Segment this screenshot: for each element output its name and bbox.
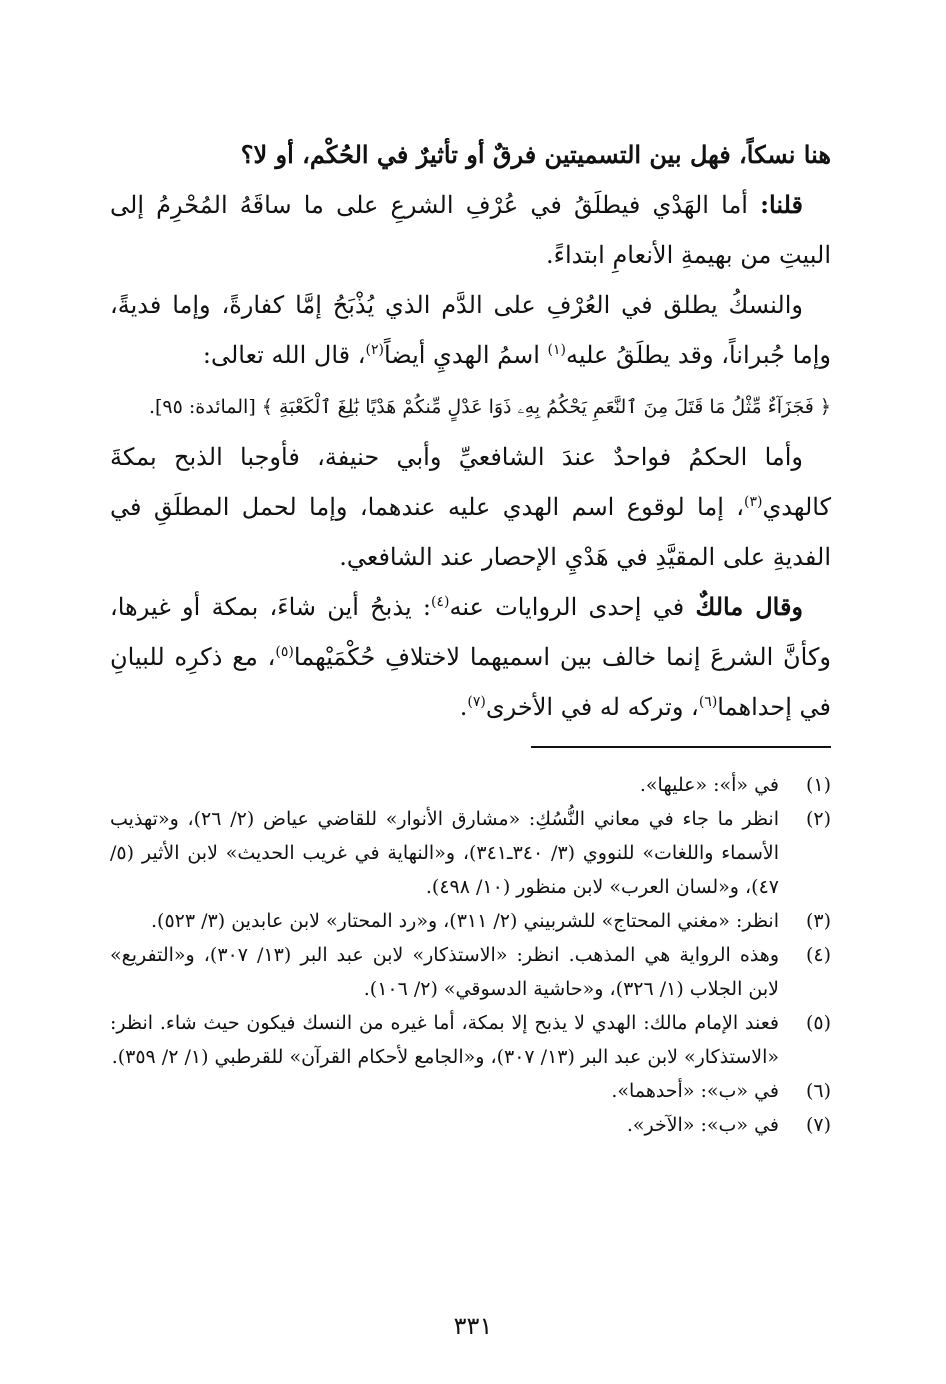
quran-verse-text: ﴿ فَجَزَآءٌ مِّثْلُ مَا قَتَلَ مِنَ ٱلنَّعَمِ يَحْكُمُ بِهِۦ ذَوَا عَدْلٍ مِّنكُمْ هَدْيًا بَٰلِغَ ٱلْكَعْبَةِ ﴾	[261, 396, 831, 418]
paragraph-5-text-c: ، مع ذكرِه للبيانِ في إحداهما	[110, 643, 831, 721]
footnote-text: في «ب»: «أحدهما».	[611, 1080, 779, 1102]
paragraph-5-text-e: .	[459, 693, 468, 721]
footnote-ref-3[interactable]: (٣)	[744, 494, 763, 510]
footnote-number: (٣)	[805, 910, 831, 932]
footnote-number: (٦)	[805, 1080, 831, 1102]
main-text	[110, 130, 831, 732]
paragraph-5-text-b: : يذبحُ أين شاءَ، بمكة أو غيرها، وكأنَّ الشرعَ إنما خالف بين اسميهما لاختلافِ حُكْمَيْهما	[110, 593, 832, 671]
footnote-item	[110, 1006, 831, 1074]
footnote-ref-2[interactable]: (٢)	[365, 342, 384, 358]
paragraph-3-text-b: اسمُ الهديِ أيضاً	[383, 341, 548, 369]
paragraph-2-lead: قلنا:	[760, 190, 804, 219]
paragraph-3-text-a: والنسكُ يطلق في العُرْفِ على الدَّم الذي يُذْبَحُ إمَّا كفارةً، وإما فديةً، وإما جُبراناً، وقد يطلَقُ عليه	[110, 291, 831, 369]
footnote-item	[110, 904, 831, 938]
paragraph-1-text: هنا نسكاً، فهل بين التسميتين فرقٌ أو تأثيرٌ في الحُكْم، أو لا؟	[240, 140, 831, 169]
paragraph-5-text-a: في إحدى الروايات عنه	[449, 593, 696, 621]
paragraph-1	[110, 130, 831, 180]
footnote-text: وهذه الرواية هي المذهب. انظر: «الاستذكار» لابن عبد البر (١٣/ ٣٠٧)، و«التفريع» لابن الجلاب (١/ ٣٢٦)، و«حاشية الدسوقي» (٢/ ١٠٦).	[110, 944, 779, 1000]
quran-reference: [المائدة: ٩٥].	[148, 396, 262, 418]
paragraph-5-lead: وقال مالكٌ	[695, 592, 803, 621]
footnote-number: (٧)	[805, 1114, 831, 1136]
footnote-ref-6[interactable]: (٦)	[698, 694, 718, 710]
footnote-ref-4[interactable]: (٤)	[431, 594, 450, 610]
footnote-ref-5[interactable]: (٥)	[275, 644, 294, 660]
footnote-divider	[531, 746, 831, 748]
footnote-item	[110, 802, 831, 904]
footnote-text: انظر ما جاء في معاني النُّسُكِ: «مشارق الأنوار» للقاضي عياض (٢/ ٢٦)، و«تهذيب الأسماء واللغات» للنووي (٣/ ٣٤٠ـ٣٤١)، و«النهاية في غريب الحديث» لابن الأثير (٥/ ٤٧)، و«لسان العرب» لابن منظور (١٠/ ٤٩٨).	[110, 808, 779, 898]
paragraph-3-text-c: ، قال الله تعالى:	[202, 341, 366, 369]
footnote-item	[110, 1074, 831, 1108]
footnote-number: (٢)	[805, 808, 831, 830]
footnote-number: (١)	[805, 774, 831, 796]
page-number: ٣٣١	[453, 1312, 493, 1340]
footnote-text: فعند الإمام مالك: الهدي لا يذبح إلا بمكة، أما غيره من النسك فيكون حيث شاء. انظر: «الاستذكار» لابن عبد البر (١٣/ ٣٠٧)، و«الجامع لأحكام القرآن» للقرطبي (١/ ٢/ ٣٥٩).	[110, 1012, 779, 1068]
footnote-text: انظر: «مغني المحتاج» للشربيني (٢/ ٣١١)، و«رد المحتار» لابن عابدين (٣/ ٥٢٣).	[151, 910, 779, 932]
quran-verse	[110, 380, 831, 432]
paragraph-2-text: أما الهَدْي فيطلَقُ في عُرْفِ الشرعِ على ما ساقَهُ المُحْرِمُ إلى البيتِ من بهيمةِ الأنعامِ ابتداءً.	[110, 191, 831, 269]
paragraph-5	[110, 582, 831, 732]
footnote-item	[110, 938, 831, 1006]
footnote-text: في «أ»: «عليها».	[639, 774, 779, 796]
footnote-number: (٥)	[805, 1012, 831, 1034]
footnote-item	[110, 768, 831, 802]
footnote-item	[110, 1108, 831, 1142]
footnote-ref-1[interactable]: (١)	[547, 342, 566, 358]
paragraph-2	[110, 180, 831, 280]
footnote-ref-7[interactable]: (٧)	[467, 694, 486, 710]
paragraph-4	[110, 432, 831, 582]
footnote-number: (٤)	[805, 944, 831, 966]
footnote-text: في «ب»: «الآخر».	[626, 1114, 779, 1136]
paragraph-3	[110, 280, 831, 380]
paragraph-5-text-d: ، وتركه له في الأخرى	[485, 693, 699, 721]
paragraph-4-text-b: ، إما لوقوع اسم الهدي عليه عندهما، وإما لحمل المطلَقِ في الفديةِ على المقيَّدِ في هَدْيِ الإحصار عند الشافعي.	[110, 493, 831, 571]
paragraph-4-text-a: وأما الحكمُ فواحدٌ عندَ الشافعيِّ وأبي حنيفة، فأوجبا الذبح بمكةَ كالهدي	[110, 443, 831, 521]
footnotes	[110, 768, 831, 1142]
